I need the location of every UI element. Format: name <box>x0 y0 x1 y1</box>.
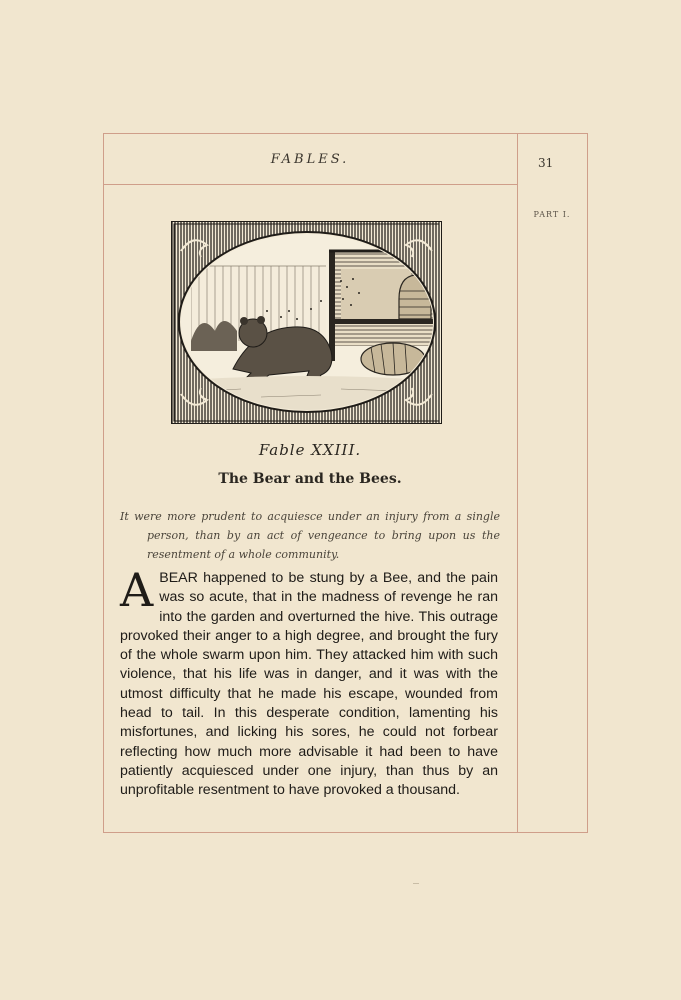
running-head: FABLES. <box>270 152 350 167</box>
fable-number: Fable XXIII. <box>258 441 362 459</box>
fable-title: The Bear and the Bees. <box>218 471 402 487</box>
page-speck <box>413 883 419 884</box>
margin-part-label: PART I. <box>533 210 571 219</box>
fable-moral <box>120 507 500 564</box>
bear-and-hive-engraving <box>171 221 442 424</box>
margin-column-rule <box>517 133 518 833</box>
drop-cap: A <box>120 563 154 617</box>
page-number: 31 <box>538 156 554 170</box>
header-rule <box>103 184 517 185</box>
body-paragraph: BEAR happened to be stung by a Bee, and the pain was so acute, that in the madness of revenge he ran into the garden and overturned the hive. This outrage provoked their anger to a high degree, and brought the fury of the whole swarm upon him. They attacked him with such violence, that his life was in danger, and it was with the utmost difficulty that he made his escape, wounded from head to tail. In this desperate condition, lamenting his misfortunes, and licking his sores, he could not forbear reflecting how much more advisable it had been to have patiently acquiesced under one injury, than thus by an unprofitable resentment to have provoked a thousand. <box>120 570 498 799</box>
fable-body <box>120 563 498 801</box>
moral-text: It were more prudent to acquiesce under an injury from a single person, than by an act of vengeance to bring upon us the resentment of a whole community. <box>120 510 500 561</box>
